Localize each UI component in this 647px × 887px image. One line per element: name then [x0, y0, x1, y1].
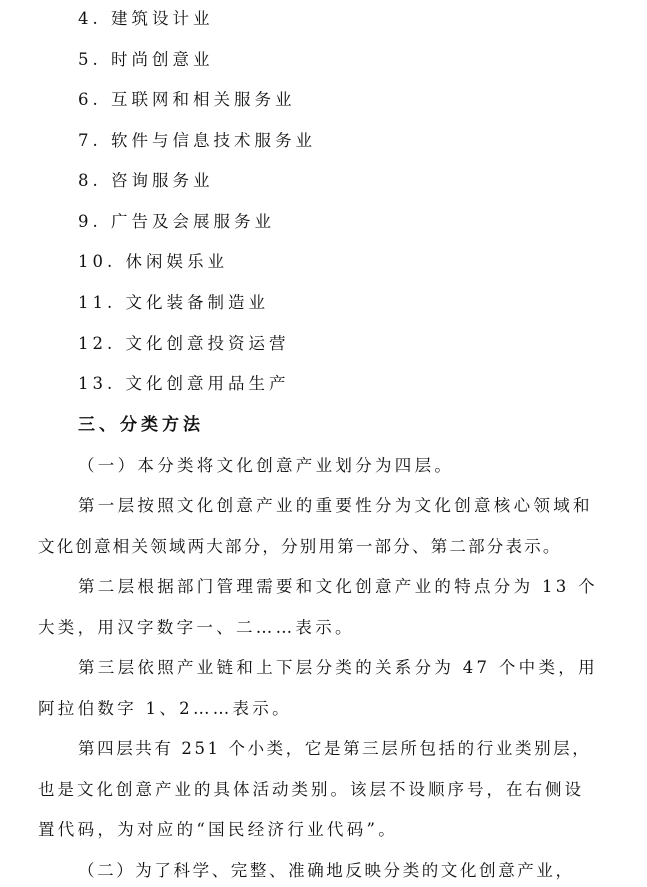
- paragraph-line: 置代码，为对应的“国民经济行业代码”。: [38, 820, 399, 839]
- paragraph-line: 也是文化创意产业的具体活动类别。该层不设顺序号，在右侧设: [38, 780, 584, 799]
- list-item-software-it: 7. 软件与信息技术服务业: [78, 131, 316, 150]
- list-item-supplies-production: 13. 文化创意用品生产: [78, 374, 290, 393]
- list-item-equipment-manufacturing: 11. 文化装备制造业: [78, 293, 269, 312]
- paragraph-line: 大类，用汉字数字一、二……表示。: [38, 618, 355, 637]
- section-heading: 三、分类方法: [78, 415, 204, 435]
- list-item-internet-services: 6. 互联网和相关服务业: [78, 90, 296, 109]
- list-item-advertising-exhibition: 9. 广告及会展服务业: [78, 212, 275, 231]
- paragraph-line: 第二层根据部门管理需要和文化创意产业的特点分为 13 个: [78, 577, 598, 596]
- paragraph-line: 第一层按照文化创意产业的重要性分为文化创意核心领域和: [78, 496, 593, 515]
- paragraph-line: 第三层依照产业链和上下层分类的关系分为 47 个中类，用: [78, 658, 598, 677]
- list-item-consulting: 8. 咨询服务业: [78, 171, 214, 190]
- list-item-architecture-design: 4. 建筑设计业: [78, 9, 214, 28]
- paragraph-line: 文化创意相关领域两大部分，分别用第一部分、第二部分表示。: [38, 537, 562, 556]
- list-item-leisure-entertainment: 10. 休闲娱乐业: [78, 252, 228, 271]
- list-item-fashion-creative: 5. 时尚创意业: [78, 50, 214, 69]
- paragraph-line: 阿拉伯数字 1、2……表示。: [38, 699, 292, 718]
- list-item-investment-operation: 12. 文化创意投资运营: [78, 334, 290, 353]
- paragraph-line: （一）本分类将文化创意产业划分为四层。: [78, 456, 455, 475]
- paragraph-line: （二）为了科学、完整、准确地反映分类的文化创意产业，: [78, 861, 575, 880]
- paragraph-line: 第四层共有 251 个小类，它是第三层所包括的行业类别层，: [78, 739, 592, 758]
